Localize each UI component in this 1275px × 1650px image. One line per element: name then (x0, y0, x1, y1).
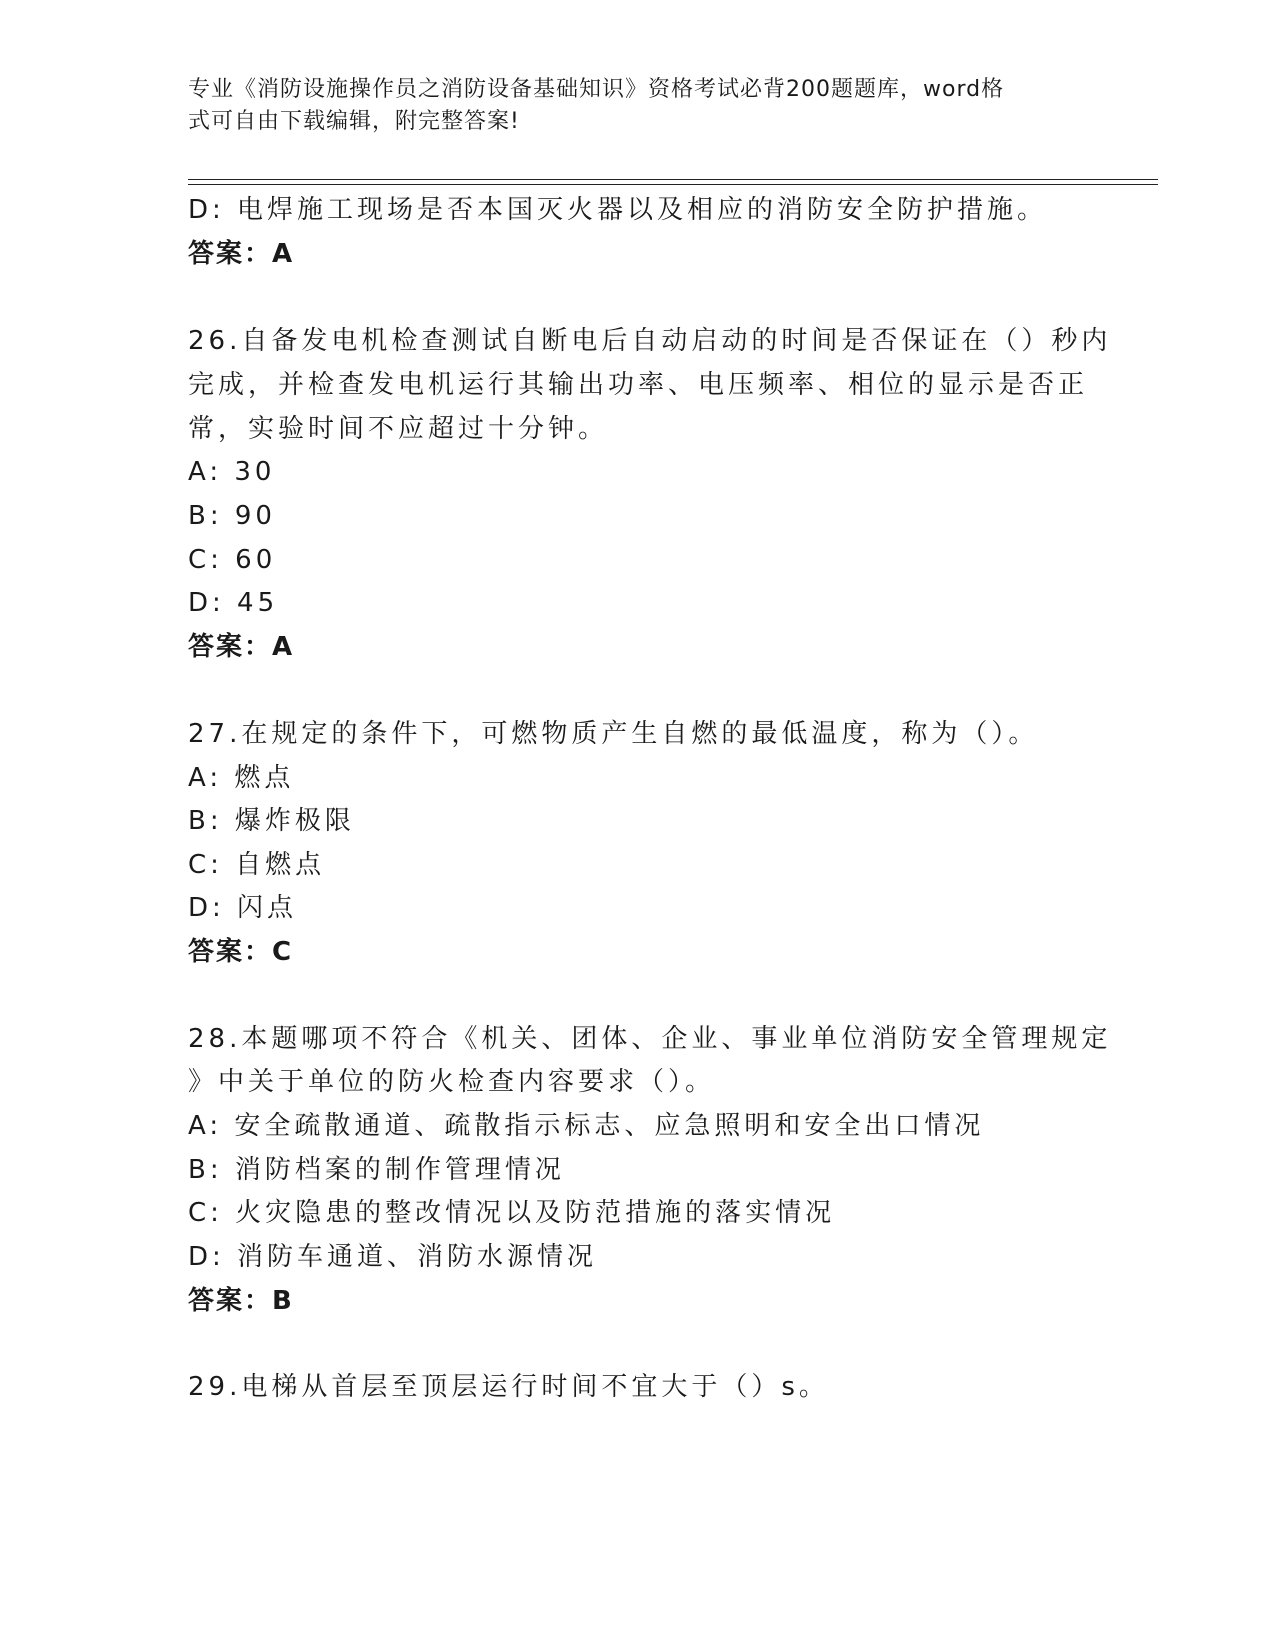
q28-stem-line-2: 》中关于单位的防火检查内容要求（）。 (188, 1067, 716, 1097)
header-line-2: 式可自由下载编辑，附完整答案! (188, 109, 520, 134)
header-divider-bottom (188, 184, 1158, 185)
q28-option-d: D: 消防车通道、消防水源情况 (188, 1242, 598, 1272)
q27-stem-line-1: 27.在规定的条件下，可燃物质产生自燃的最低温度，称为（）。 (188, 719, 1039, 749)
document-header (188, 74, 1068, 138)
q25-answer: 答案：A (188, 239, 295, 269)
q26-option-d: D: 45 (188, 588, 279, 618)
q27-option-b: B: 爆炸极限 (188, 806, 355, 836)
q26-stem-line-3: 常，实验时间不应超过十分钟。 (188, 414, 609, 444)
q26-stem-line-2: 完成，并检查发电机运行其输出功率、电压频率、相位的显示是否正 (188, 370, 1089, 400)
q27-option-d: D: 闪点 (188, 893, 298, 923)
q28-option-c: C: 火灾隐患的整改情况以及防范措施的落实情况 (188, 1198, 836, 1228)
q26-option-b: B: 90 (188, 501, 276, 531)
q27-option-c: C: 自燃点 (188, 850, 326, 880)
q27-option-a: A: 燃点 (188, 763, 295, 793)
q26-stem-line-1: 26.自备发电机检查测试自断电后自动启动的时间是否保证在（）秒内 (188, 326, 1112, 356)
q28-stem-line-1: 28.本题哪项不符合《机关、团体、企业、事业单位消防安全管理规定 (188, 1024, 1112, 1054)
q25-option-d: D: 电焊施工现场是否本国灭火器以及相应的消防安全防护措施。 (188, 195, 1048, 225)
q28-option-b: B: 消防档案的制作管理情况 (188, 1155, 565, 1185)
q28-answer: 答案：B (188, 1286, 294, 1316)
q26-option-c: C: 60 (188, 545, 277, 575)
q28-option-a: A: 安全疏散通道、疏散指示标志、应急照明和安全出口情况 (188, 1111, 985, 1141)
q26-option-a: A: 30 (188, 457, 276, 487)
q27-answer: 答案：C (188, 937, 294, 967)
header-line-1: 专业《消防设施操作员之消防设备基础知识》资格考试必背200题题库，word格 (188, 77, 1005, 102)
header-divider-top (188, 179, 1158, 180)
q26-answer: 答案：A (188, 632, 295, 662)
q29-stem-line-1: 29.电梯从首层至顶层运行时间不宜大于（）s。 (188, 1372, 829, 1402)
